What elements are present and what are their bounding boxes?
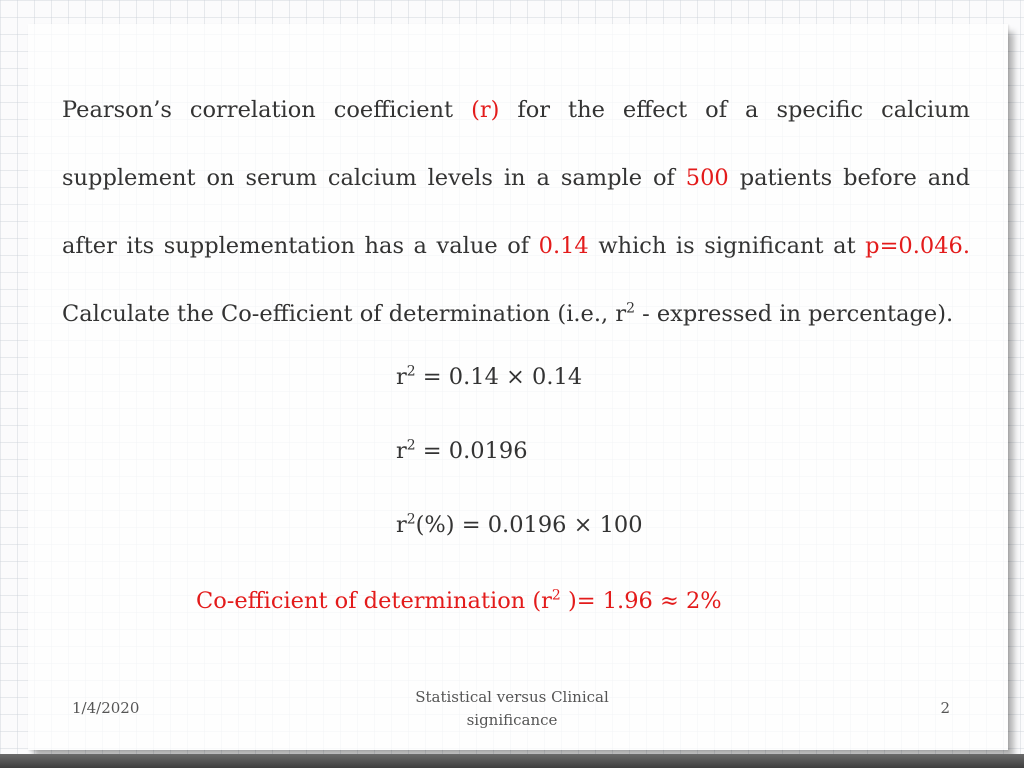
r-value: 0.14 <box>538 233 589 259</box>
equation-3 <box>396 512 643 538</box>
equation-base: r <box>396 512 407 538</box>
result-text: Co-efficient of determination (r <box>196 588 552 614</box>
equation-rest: (%) = 0.0196 × 100 <box>415 512 643 538</box>
paragraph-line-1 <box>62 76 970 144</box>
text-segment: - expressed in percentage). <box>634 301 954 327</box>
text-segment: patients before and <box>739 165 971 191</box>
footer-title-line-1: Statistical versus Clinical <box>415 688 609 706</box>
text-segment: for the effect of a specific calcium <box>517 97 970 123</box>
superscript-2: 2 <box>406 363 416 380</box>
text-segment: Pearson’s correlation coefficient <box>62 97 454 123</box>
text-segment: supplement on serum calcium levels in a sample of <box>62 165 675 191</box>
bottom-band <box>0 754 1024 768</box>
superscript-2: 2 <box>406 511 416 528</box>
result-statement <box>196 588 722 614</box>
paragraph-line-3 <box>62 212 970 280</box>
text-segment: which is significant at <box>598 233 856 259</box>
paragraph-line-2 <box>62 144 970 212</box>
question-paragraph <box>62 76 970 348</box>
equation-base: r <box>396 438 407 464</box>
footer-date: 1/4/2020 <box>72 699 140 717</box>
footer-title-line-2: significance <box>466 711 558 729</box>
superscript-2: 2 <box>406 437 416 454</box>
text-segment: Calculate the Co-efficient of determination (i.e., r <box>62 301 627 327</box>
equation-rest: = 0.14 × 0.14 <box>415 364 583 390</box>
paragraph-line-4 <box>62 280 970 348</box>
p-value: p=0.046. <box>865 233 970 259</box>
text-segment: after its supplementation has a value of <box>62 233 530 259</box>
equation-rest: = 0.0196 <box>415 438 528 464</box>
sample-size: 500 <box>685 165 729 191</box>
superscript-2: 2 <box>626 300 635 317</box>
superscript-2: 2 <box>551 587 561 604</box>
footer-page-number: 2 <box>940 699 950 717</box>
result-text: )= 1.96 ≈ 2% <box>560 588 722 614</box>
equation-2 <box>396 438 528 464</box>
equation-base: r <box>396 364 407 390</box>
equation-1 <box>396 364 582 390</box>
r-symbol: (r) <box>471 97 500 123</box>
footer-title <box>400 686 624 732</box>
